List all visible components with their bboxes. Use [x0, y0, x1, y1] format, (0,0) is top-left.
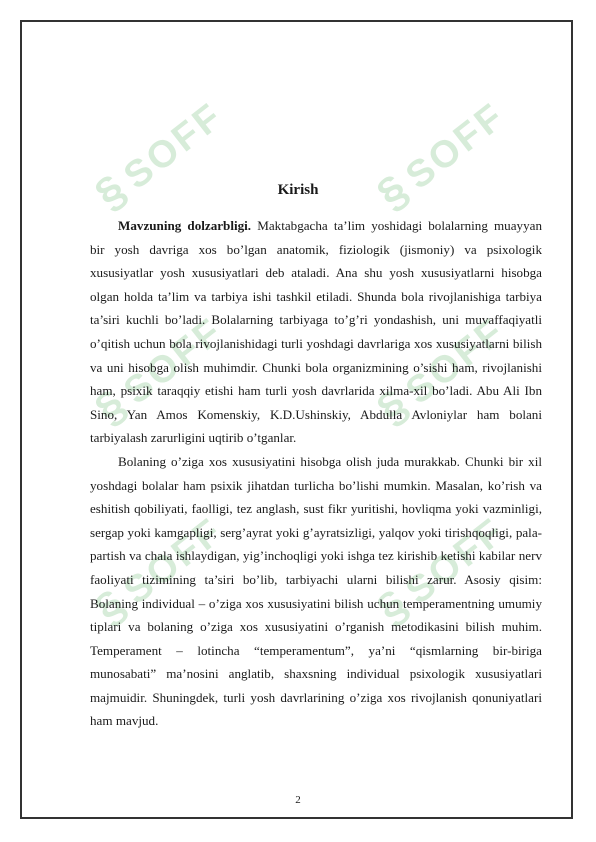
watermark-glyph: §: [368, 163, 420, 220]
paragraph: Bolaning o’ziga xos xususiyatini hisobga olish juda murakkab. Chunki bir xil yoshdagi bolalar ham psixik jihatdan turlicha bo’lishi mumkin. Masalan, ko’rish va eshitish qobiliyati, faolligi, tez anglash, sust fikr yuritishi, hovliqma yoki vazminligi, sergap yoki kamgapligi, serg’ayrat yoki g’ayratsizligi, yalqov yoki tirishqoqligi, pala-partish va chala ishlaydigan, yig’inchoqligi yoki ishga tez kirishib ketishi kabilar nerv faoliyati tizimining ta’siri bo’lib, tarbiyachi ularni bilishi zarur. Asosiy qisim: Bolaning individual – o’ziga xos xususiyatini bilish uchun temperamentning umumiy tiplari va bolaning o’ziga xos xususiyatini o’rganish metodikasini bilish muhim. Temperament – lotincha “temperamentum”, ya’ni “qismlarning bir-biriga munosabati” ma’nosini anglatib, shaxsning individual psixologik xususiyatlari majmuidir. Shuningdek, turli yosh davrlarining o’ziga xos rivojlanish qonuniyatlari ham mavjud.: [90, 453, 542, 729]
watermark-text: SOFF: [116, 94, 232, 198]
watermark-glyph: §: [86, 163, 138, 220]
watermark-text: SOFF: [398, 94, 514, 198]
paragraph-text: Maktabgacha ta’lim yoshidagi bolalarning muayyan bir yosh davriga xos bo’lgan anatomik, fiziologik (jismoniy) va psixologik xususiyatlar yosh xususiyatlari deb ataladi. Ana shu yosh xususiyatlarni hisobga olgan holda ta’lim va tarbiya ishi tashkil etiladi. Shunda bola rivojlanishiga tarbiya ta’siri kuchli bo’ladi. Bolalarning tarbiyaga to’g’ri yondashish, uni muvaffaqiyatli o’qitish uchun bola rivojlanishidagi turli yoshdagi davrlariga xos xususiyatlarni bilish va uni hisobga olish muhimdir. Chunki bola organizmining o’sishi ham, rivojlanishi ham, psixik taraqqiy etishi ham turli yosh davrlarida xilma-xil bo’ladi. Abu Ali Ibn Sino, Yan Amos Komenskiy, K.D.Ushinskiy, Abdulla Avloniylar ham bolani tarbiyalash zarurligini uqtirib o’tganlar.: [90, 218, 542, 446]
watermark-glyph: §: [368, 578, 420, 635]
watermark-text: SOFF: [116, 309, 232, 413]
watermark-glyph: §: [86, 378, 138, 435]
section-title: Kirish: [277, 182, 319, 198]
paragraph-lead: Mavzuning dolzarbligi.: [118, 218, 252, 233]
watermark-text: SOFF: [398, 309, 514, 413]
watermark-glyph: §: [368, 378, 420, 435]
page-number: 2: [295, 794, 301, 806]
watermark-text: SOFF: [398, 509, 514, 613]
body-text: [90, 214, 542, 733]
paragraph: [90, 214, 542, 450]
watermark-text: SOFF: [116, 509, 232, 613]
watermark-glyph: §: [86, 578, 138, 635]
